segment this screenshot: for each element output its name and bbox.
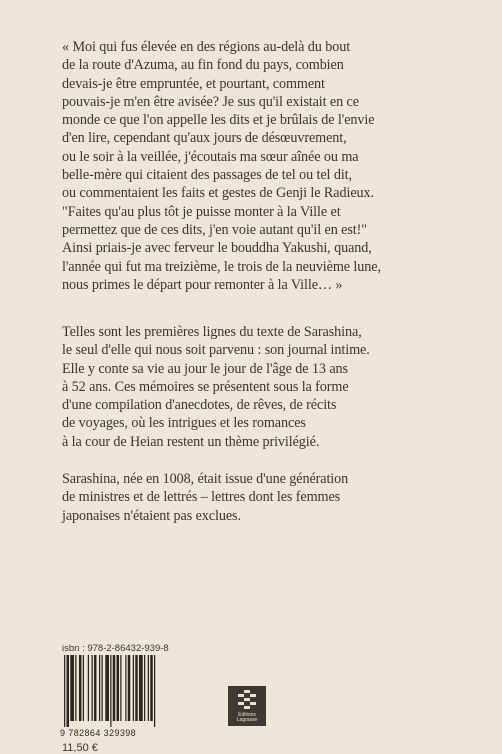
barcode-bar xyxy=(67,655,70,727)
description-line: d'une compilation d'anecdotes, de rêves, de récits xyxy=(62,397,337,414)
barcode-bar xyxy=(128,655,131,721)
barcode-bar xyxy=(150,655,153,721)
quote-line: Ainsi priais-je avec ferveur le bouddha Yakushi, quand, xyxy=(62,240,372,257)
barcode-bar xyxy=(110,655,111,727)
quote-line: nous primes le départ pour remonter à la Ville… » xyxy=(62,276,343,293)
barcode-bar xyxy=(75,655,76,721)
barcode-bar xyxy=(94,655,97,721)
barcode-bar xyxy=(144,655,145,721)
publisher-name: Éditions Lagrasse xyxy=(236,712,258,723)
description-line: à la cour de Heian restent un thème privilégié. xyxy=(62,433,320,450)
description-line: le seul d'elle qui nous soit parvenu : son journal intime. xyxy=(62,342,370,359)
barcode-bar xyxy=(105,655,109,721)
description-line: de voyages, où les intrigues et les romances xyxy=(62,415,306,432)
barcode-bar xyxy=(70,655,74,721)
description-line: Telles sont les premières lignes du texte de Sarashina, xyxy=(62,324,362,340)
barcode-bar xyxy=(125,655,126,721)
opening-quote xyxy=(62,38,462,294)
barcode-bar xyxy=(92,655,93,721)
barcode-bar xyxy=(135,655,138,721)
barcode-bar xyxy=(139,655,143,721)
quote-line: permettez que de ces dits, j'en voie autant qu'il en est!" xyxy=(62,221,367,238)
barcode-bar xyxy=(154,655,155,727)
quote-line: monde ce que l'on appelle les dits et je brûlais de l'envie xyxy=(62,112,375,129)
author-line: japonaises n'étaient pas exclues. xyxy=(62,507,241,524)
publisher-logo xyxy=(228,686,266,726)
barcode-bar xyxy=(79,655,82,721)
barcode-bar xyxy=(120,655,121,721)
quote-line: devais-je être empruntée, et pourtant, comment xyxy=(62,75,325,92)
barcode-bar xyxy=(88,655,89,721)
description-line: Elle y conte sa vie au jour le jour de l'âge de 13 ans xyxy=(62,360,348,377)
barcode-digits: 9 782864 329398 xyxy=(60,728,137,738)
barcode-bar xyxy=(64,655,65,727)
author-paragraph xyxy=(62,470,462,525)
quote-line: "Faites qu'au plus tôt je puisse monter à la Ville et xyxy=(62,203,341,220)
barcode-bar xyxy=(99,655,100,721)
quote-line: ou le soir à la veillée, j'écoutais ma sœur aînée ou ma xyxy=(62,148,359,165)
quote-line: d'en lire, cependant qu'aux jours de désœuvrement, xyxy=(62,130,347,147)
author-line: de ministres et de lettrés – lettres dont les femmes xyxy=(62,489,341,506)
quote-line: pouvais-je m'en être avisée? Je sus qu'il existait en ce xyxy=(62,93,359,110)
author-line: Sarashina, née en 1008, était issue d'une génération xyxy=(62,471,349,487)
description-line: à 52 ans. Ces mémoires se présentent sous la forme xyxy=(62,378,349,395)
quote-line: « Moi qui fus élevée en des régions au-delà du bout xyxy=(62,39,351,55)
barcode-bar xyxy=(148,655,149,721)
barcode-icon xyxy=(60,655,200,727)
barcode-bar xyxy=(133,655,134,721)
description-paragraph xyxy=(62,323,462,451)
quote-line: belle-mère qui citaient des passages de tel ou tel dit, xyxy=(62,167,352,184)
barcode-bar xyxy=(117,655,120,721)
quote-line: ou commentaient les faits et gestes de Genji le Radieux. xyxy=(62,185,374,202)
quote-line: l'année qui fut ma treizième, le trois de la neuvième lune, xyxy=(62,258,381,275)
quote-line: de la route d'Azuma, au fin fond du pays, combien xyxy=(62,57,344,74)
barcode-bar xyxy=(113,655,116,721)
price-label: 11,50 € xyxy=(62,742,98,754)
isbn-label: isbn : 978-2-86432-939-8 xyxy=(62,643,169,654)
barcode-bar xyxy=(102,655,103,721)
barcode-bar xyxy=(83,655,84,721)
